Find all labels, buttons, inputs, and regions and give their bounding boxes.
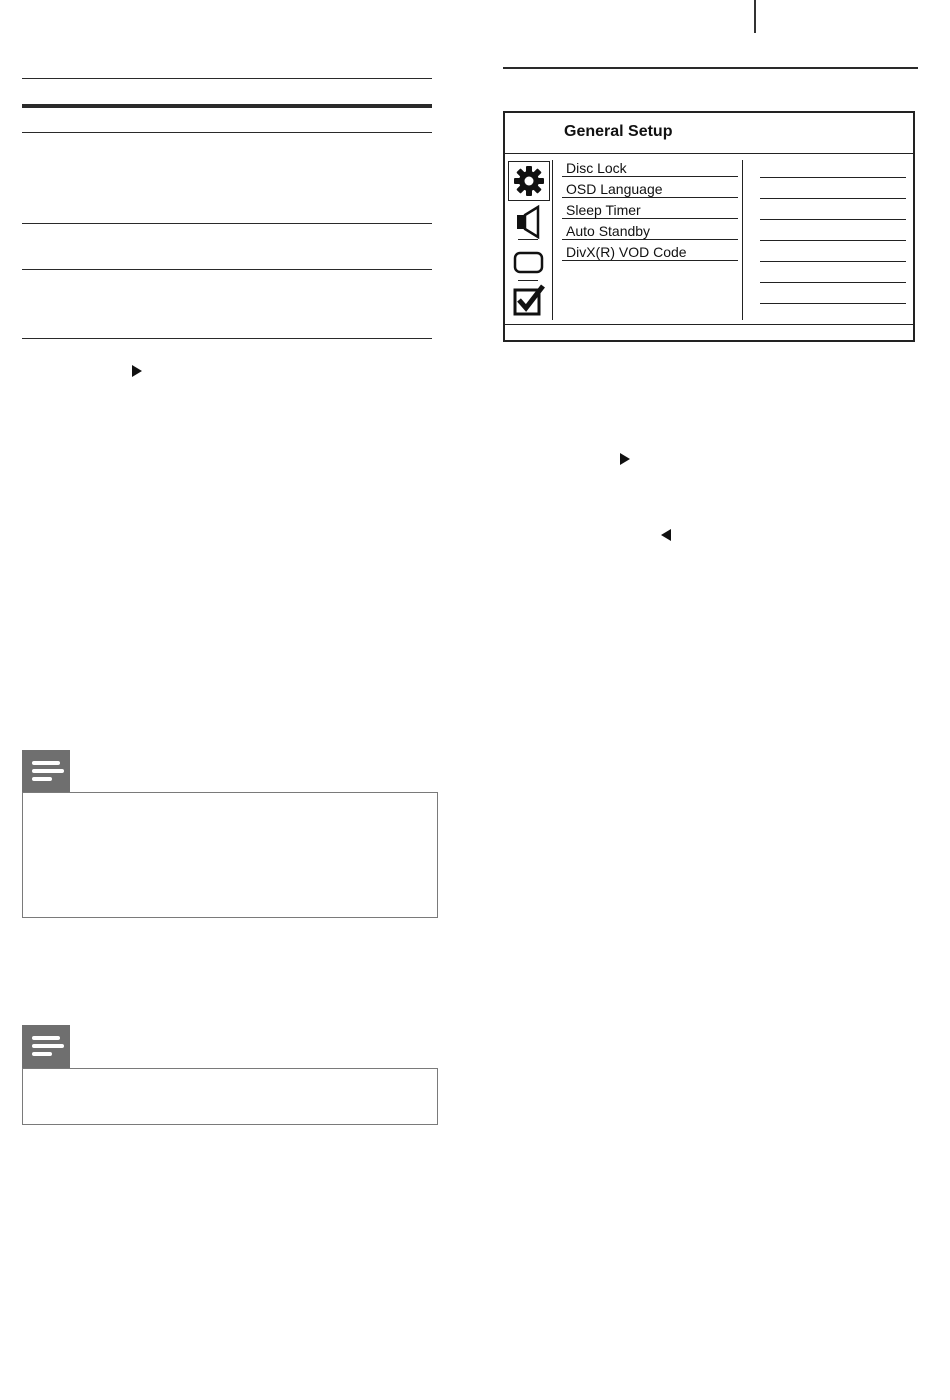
value-line: [760, 303, 906, 304]
value-line: [760, 240, 906, 241]
menu-value-divider: [742, 160, 743, 320]
section-rule: [503, 67, 918, 69]
value-line: [760, 282, 906, 283]
gear-icon: [509, 162, 549, 200]
note-icon: [22, 750, 70, 793]
tab-video[interactable]: [508, 243, 550, 283]
value-line: [760, 198, 906, 199]
tab-general[interactable]: [508, 161, 550, 201]
menu-tab-divider: [552, 160, 553, 320]
value-line: [760, 261, 906, 262]
menu-item-sleep-timer[interactable]: Sleep Timer: [562, 202, 738, 219]
column-divider-tick: [754, 0, 756, 33]
note-icon: [22, 1025, 70, 1068]
note-box: [22, 1068, 438, 1125]
play-right-icon: [132, 365, 142, 377]
screen-icon: [508, 243, 548, 281]
menu-title: General Setup: [564, 123, 673, 140]
play-right-icon: [620, 453, 630, 465]
menu-header-divider: [505, 153, 913, 154]
table-rule: [22, 223, 432, 224]
table-rule-bottom: [22, 338, 432, 339]
table-rule: [22, 269, 432, 270]
checkbox-icon: [508, 282, 548, 320]
value-line: [760, 177, 906, 178]
play-left-icon: [661, 529, 671, 541]
menu-item-divx-vod-code[interactable]: DivX(R) VOD Code: [562, 244, 738, 261]
table-rule: [22, 132, 432, 133]
note-box: [22, 792, 438, 918]
menu-item-disc-lock[interactable]: Disc Lock: [562, 160, 738, 177]
tab-preferences[interactable]: [508, 282, 550, 322]
tab-separator: [518, 280, 538, 281]
menu-footer-divider: [505, 324, 913, 325]
tab-separator: [518, 239, 538, 240]
table-rule-header: [22, 104, 432, 108]
tab-audio[interactable]: [508, 203, 550, 243]
menu-item-osd-language[interactable]: OSD Language: [562, 181, 738, 198]
menu-item-auto-standby[interactable]: Auto Standby: [562, 223, 738, 240]
table-rule-top: [22, 78, 432, 79]
speaker-icon: [508, 203, 548, 241]
value-line: [760, 219, 906, 220]
setup-menu: [503, 111, 915, 342]
